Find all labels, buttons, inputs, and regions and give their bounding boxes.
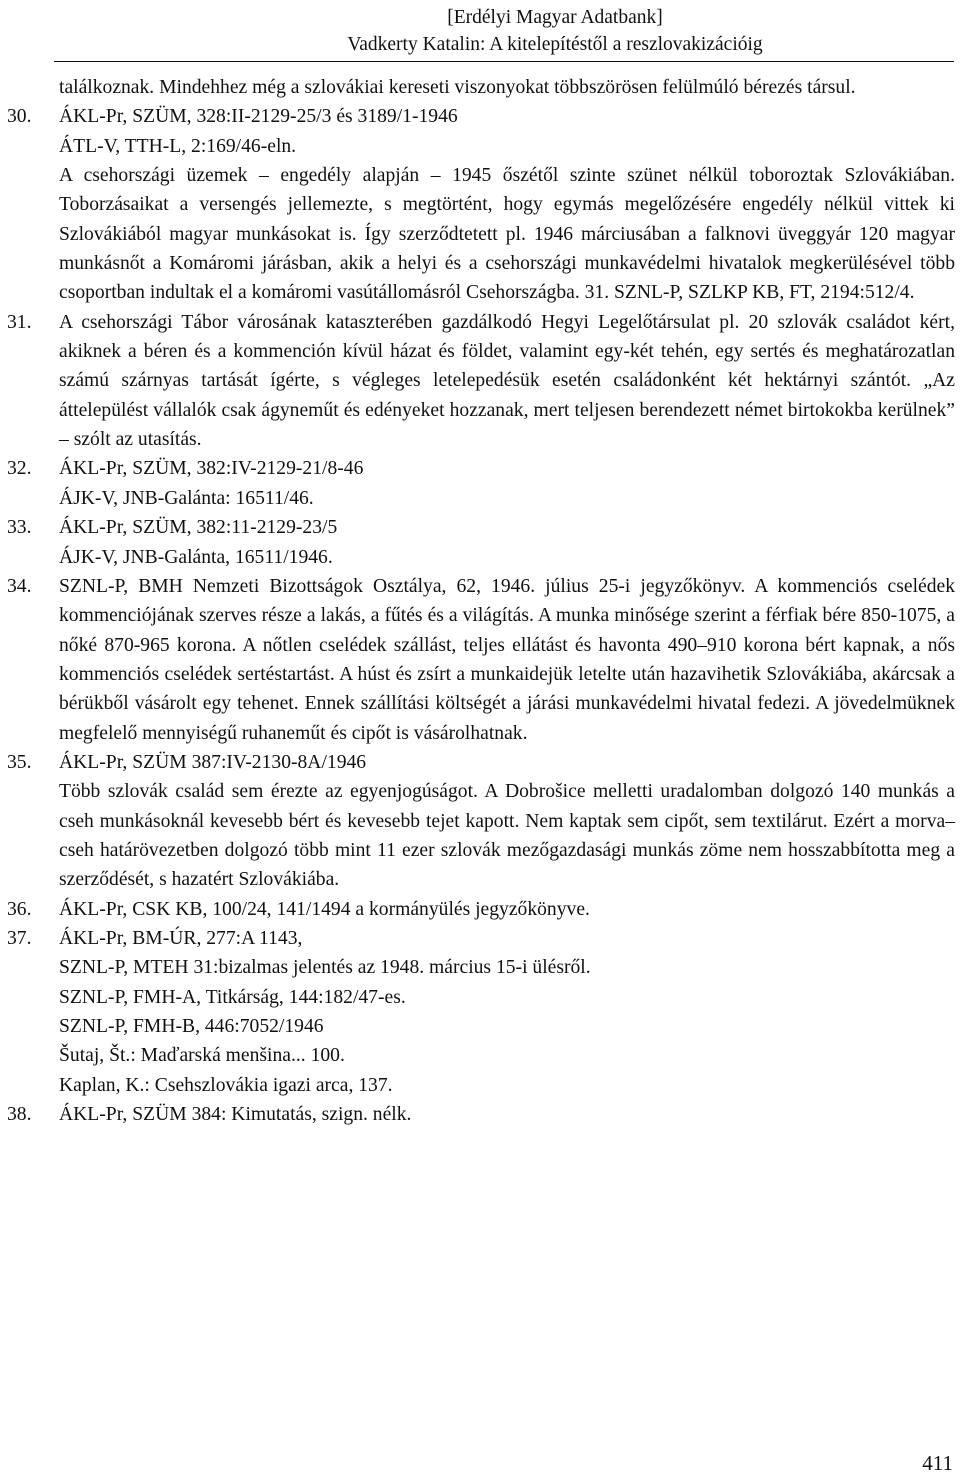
endnote-item bbox=[7, 895, 955, 924]
header-source-line: [Erdélyi Magyar Adatbank] bbox=[447, 7, 663, 28]
endnote-text: SZNL-P, MTEH 31:bizalmas jelentés az 1948. március 15-i ülésről. bbox=[59, 957, 591, 979]
endnote-text: Kaplan, K.: Csehszlovákia igazi arca, 137. bbox=[59, 1074, 393, 1096]
endnote-number: 38. bbox=[7, 1104, 32, 1126]
endnote-item bbox=[7, 572, 955, 748]
endnote-text: ÁKL-Pr, SZÜM, 382:IV-2129-21/8-46 bbox=[59, 458, 364, 480]
endnote-text: ÁJK-V, JNB-Galánta, 16511/1946. bbox=[59, 546, 333, 568]
endnote-text: ÁKL-Pr, SZÜM, 382:11-2129-23/5 bbox=[59, 517, 338, 539]
endnote-text: SZNL-P, FMH-A, Titkárság, 144:182/47-es. bbox=[59, 986, 406, 1008]
endnote-number: 30. bbox=[7, 106, 32, 128]
endnote-text: Több szlovák család sem érezte az egyenjogúságot. A Dobrošice melletti uradalomban dolgozó 140 munkás a cseh munkásoknál kevesebb bért és kevesebb tejet kapott. Nem kaptak sem cipőt, sem textilárut. Ezért a morva–cseh határövezetben dolgozó több mint 11 ezer szlovák mezőgazdasági munkás zöme nem hosszabbította meg a szerződését, s hazatért Szlovákiába. bbox=[59, 781, 955, 891]
endnote-item bbox=[7, 73, 955, 102]
endnote-item bbox=[7, 748, 955, 895]
endnote-text: ÁJK-V, JNB-Galánta: 16511/46. bbox=[59, 487, 314, 509]
header-rule bbox=[54, 61, 954, 62]
endnote-item bbox=[7, 102, 955, 307]
endnote-number: 35. bbox=[7, 751, 32, 773]
endnote-number: 34. bbox=[7, 575, 32, 597]
header-title-line: Vadkerty Katalin: A kitelepítéstől a reszlovakizációig bbox=[347, 34, 763, 55]
endnote-number: 36. bbox=[7, 898, 32, 920]
endnote-text: ÁKL-Pr, CSK KB, 100/24, 141/1494 a kormányülés jegyzőkönyve. bbox=[59, 898, 590, 920]
endnote-text: A csehországi üzemek – engedély alapján – 1945 őszétől szinte szünet nélkül toboroztak Szlovákiában. Toborzásaikat a versengés jellemezte, s megtörtént, hogy egymás megelőzésére engedély nélkül vittek ki Szlovákiából magyar munkásokat is. Így szerződtetett pl. 1946 márciusában a falknovi üveggyár 120 magyar munkásnőt a Komáromi járásban, akik a helyi és a csehországi munkavédelmi hivatalok megkerülésével több csoportban indultak el a komáromi vasútállomásról Csehországba. 31. SZNL-P, SZLKP KB, FT, 2194:512/4. bbox=[59, 165, 955, 304]
endnote-text: találkoznak. Mindehhez még a szlovákiai kereseti viszonyokat többszörösen felülmúló bérezés társul. bbox=[59, 77, 856, 98]
endnote-text: A csehországi Tábor városának kataszterében gazdálkodó Hegyi Legelőtársulat pl. 20 szlovák családot kért, akiknek a béren és a kommención kívül házat és földet, valamint egy-két tehén, egy sertés és meghatározatlan számú szárnyas tartását ígérte, s végleges letelepedésük esetén családonként két hektárnyi szántót. „Az áttelepülést vállalók csak ágyneműt és edényeket hozzanak, mert teljesen berendezett német birtokokba kerülnek” – szólt az utasítás. bbox=[59, 311, 955, 451]
endnote-text: SZNL-P, FMH-B, 446:7052/1946 bbox=[59, 1016, 324, 1037]
endnote-number: 31. bbox=[7, 311, 32, 333]
endnote-item bbox=[7, 1100, 955, 1129]
endnote-number: 37. bbox=[7, 927, 32, 949]
page-number: 411 bbox=[922, 1451, 953, 1475]
endnote-item bbox=[7, 924, 955, 1100]
endnotes-list bbox=[7, 73, 955, 1129]
endnote-number: 33. bbox=[7, 517, 32, 539]
endnote-text: ÁKL-Pr, SZÜM 387:IV-2130-8A/1946 bbox=[59, 751, 367, 773]
endnote-text: SZNL-P, BMH Nemzeti Bizottságok Osztálya, 62, 1946. július 25-i jegyzőkönyv. A kommenciós cselédek kommenciójának szerves része a lakás, a fűtés és a világítás. A munka minősége szerint a férfiak bére 850-1075, a nőké 870-965 korona. A nőtlen cselédek szállást, teljes ellátást és havonta 490–910 korona bért kapnak, a nős kommenciós cselédek sertéstartást. A húst és zsírt a munkaidejük letelte után hazavihetik Szlovákiába, akárcsak a bérükből vásárolt egy tehenet. Ennek szállítási költségét a járási munkavédelmi hivatal fedezi. A jövedelmüknek megfelelő mennyiségű ruhaneműt és cipőt is vásárolhatnak. bbox=[59, 575, 955, 744]
endnote-text: Šutaj, Št.: Maďarská menšina... 100. bbox=[59, 1045, 345, 1067]
endnote-item bbox=[7, 308, 955, 455]
running-header bbox=[0, 4, 960, 58]
endnote-text: ÁKL-Pr, SZÜM, 328:II-2129-25/3 és 3189/1-1946 bbox=[59, 106, 458, 128]
endnote-text: ÁKL-Pr, SZÜM 384: Kimutatás, szign. nélk. bbox=[59, 1104, 412, 1126]
endnote-text: ÁKL-Pr, BM-ÚR, 277:A 1143, bbox=[59, 927, 303, 949]
endnote-text: ÁTL-V, TTH-L, 2:169/46-eln. bbox=[59, 135, 297, 157]
endnote-item bbox=[7, 513, 955, 572]
endnote-number: 32. bbox=[7, 458, 32, 480]
endnote-item bbox=[7, 454, 955, 513]
